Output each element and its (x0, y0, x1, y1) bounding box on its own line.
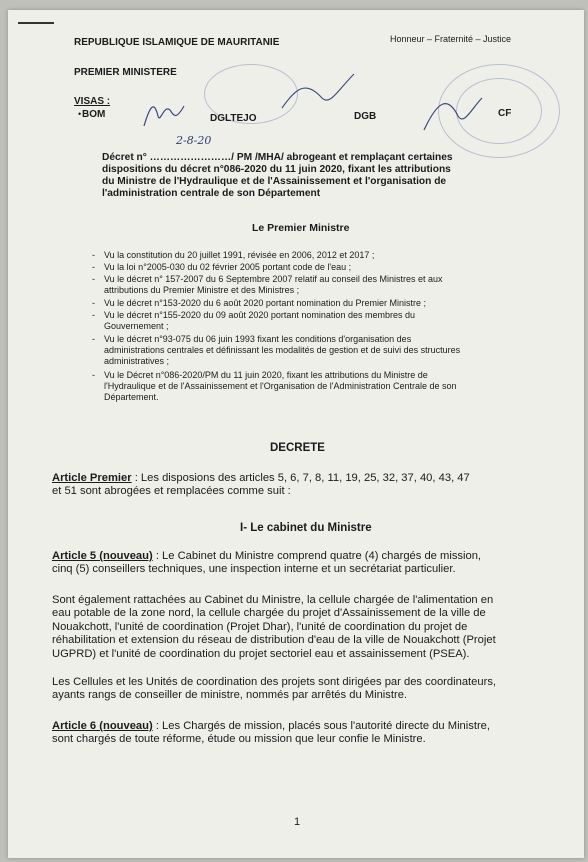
decree-title-line: dispositions du décret n°086-2020 du 11 juin 2020, fixant les attributions (102, 164, 451, 175)
bullet-mark: - (92, 274, 95, 284)
article-premier-label: Article Premier (52, 472, 132, 484)
signature-cf (418, 90, 488, 140)
vu-item-line: Vu le Décret n°086-2020/PM du 11 juin 2020, fixant les attributions du Ministre de (104, 370, 428, 380)
article-5-text: : Le Cabinet du Ministre comprend quatre (4) chargés de mission, (152, 550, 482, 562)
signature-dgb (278, 68, 358, 118)
vu-item-line: administratives ; (104, 356, 170, 366)
vu-item-line: Vu le décret n° 157-2007 du 6 Septembre 2007 relatif au conseil des Ministres et aux (104, 274, 443, 284)
article-5 (52, 550, 582, 577)
vu-item-line: l'Hydraulique et de l'Assainissement et l'Organisation de l'Administration Centrale de son (104, 381, 457, 391)
bullet-mark: - (92, 250, 95, 260)
vu-item (92, 262, 576, 273)
margin-dash (18, 22, 54, 24)
visa-bullet: • (78, 109, 82, 119)
paragraph-line: Sont également rattachées au Cabinet du Ministre, la cellule chargée de l'alimentation en (52, 594, 494, 606)
vu-item (92, 274, 576, 296)
bullet-mark: - (92, 370, 95, 380)
page-number: 1 (294, 816, 301, 828)
vu-item (92, 370, 576, 403)
vu-item (92, 310, 576, 332)
republic-header: REPUBLIQUE ISLAMIQUE DE MAURITANIE (74, 37, 280, 48)
paragraph-line: eau potable de la zone nord, la cellule chargée du projet d'Assainissement de la ville de (52, 607, 486, 620)
vu-item-line: attributions du Premier Ministre et des Ministres ; (104, 285, 300, 295)
bullet-mark: - (92, 310, 95, 320)
vu-item (92, 298, 576, 309)
bullet-mark: - (92, 298, 95, 308)
decree-title-line: Décret n° ……………………/ PM /MHA/ abrogeant et remplaçant certaines (102, 152, 453, 163)
paragraph-line: Nouakchott, l'unité de coordination (Projet Dhar), l'unité de coordination du projet de (52, 620, 468, 633)
paragraph-attached-units (52, 594, 582, 661)
paragraph-coordinators (52, 676, 582, 703)
decree-title (102, 152, 572, 200)
visas-label: VISAS : (74, 96, 111, 107)
vu-item-line: Vu le décret n°93-075 du 06 juin 1993 fixant les conditions d'organisation des (104, 334, 412, 344)
handwritten-date: 2-8-20 (176, 134, 212, 147)
motto: Honneur – Fraternité – Justice (390, 34, 512, 44)
paragraph-line: UGPRD) et l'unité de coordination du projet sectoriel eau et assainissement (PSEA). (52, 647, 470, 660)
article-6-label: Article 6 (nouveau) (52, 720, 153, 732)
visa-cf: CF (498, 108, 512, 119)
ministry-header: PREMIER MINISTERE (74, 67, 177, 78)
visa-dgltejo: DGLTEJO (210, 113, 257, 124)
bullet-mark: - (92, 334, 95, 344)
decrete-heading: DECRETE (270, 442, 325, 454)
article-premier (52, 472, 578, 499)
visa-dgb: DGB (354, 111, 377, 122)
decree-title-line: l'administration centrale de son Département (102, 188, 321, 199)
paragraph-line: Les Cellules et les Unités de coordination des projets sont dirigées par des coordinateurs, (52, 676, 497, 688)
vu-item (92, 334, 576, 367)
paragraph-line: réhabilitation et extension du réseau de distribution d'eau de la ville de Nouakchott (Projet (52, 634, 496, 647)
vu-item-line: administrations centrales et définissant les modalités de gestion et de suivi des structures (104, 345, 461, 355)
decree-title-line: du Ministre de l'Hydraulique et de l'Assainissement et l'organisation de (102, 176, 447, 187)
article-5-text: cinq (5) conseillers techniques, une inspection interne et un secrétariat particulier. (52, 563, 456, 576)
vu-item (92, 250, 576, 261)
article-premier-text: : Les disposions des articles 5, 6, 7, 8, 11, 19, 25, 32, 37, 40, 43, 47 (131, 472, 470, 484)
article-premier-text: et 51 sont abrogées et remplacées comme suit : (52, 485, 291, 498)
signature-bom (140, 96, 190, 132)
vu-item-line: Gouvernement ; (104, 321, 169, 331)
premier-ministre-heading: Le Premier Ministre (252, 222, 350, 234)
vu-item-line: Vu la loi n°2005-030 du 02 février 2005 portant code de l'eau ; (104, 262, 352, 272)
article-6 (52, 720, 584, 747)
visa-bom: BOM (82, 109, 106, 120)
vu-item-line: Vu le décret n°155-2020 du 09 août 2020 portant nomination des membres du (104, 310, 415, 320)
vu-item-line: Vu la constitution du 20 juillet 1991, révisée en 2006, 2012 et 2017 ; (104, 250, 375, 260)
section-title: I- Le cabinet du Ministre (240, 522, 372, 534)
article-6-text: sont chargés de toute réforme, étude ou mission que leur confie le Ministre. (52, 733, 426, 746)
article-6-text: : Les Chargés de mission, placés sous l'autorité directe du Ministre, (152, 720, 491, 732)
paragraph-line: ayants rangs de conseiller de ministre, nommés par arrêtés du Ministre. (52, 689, 408, 702)
document-page (8, 10, 584, 858)
vu-item-line: Département. (104, 392, 159, 402)
bullet-mark: - (92, 262, 95, 272)
vu-item-line: Vu le décret n°153-2020 du 6 août 2020 portant nomination du Premier Ministre ; (104, 298, 426, 308)
article-5-label: Article 5 (nouveau) (52, 550, 153, 562)
